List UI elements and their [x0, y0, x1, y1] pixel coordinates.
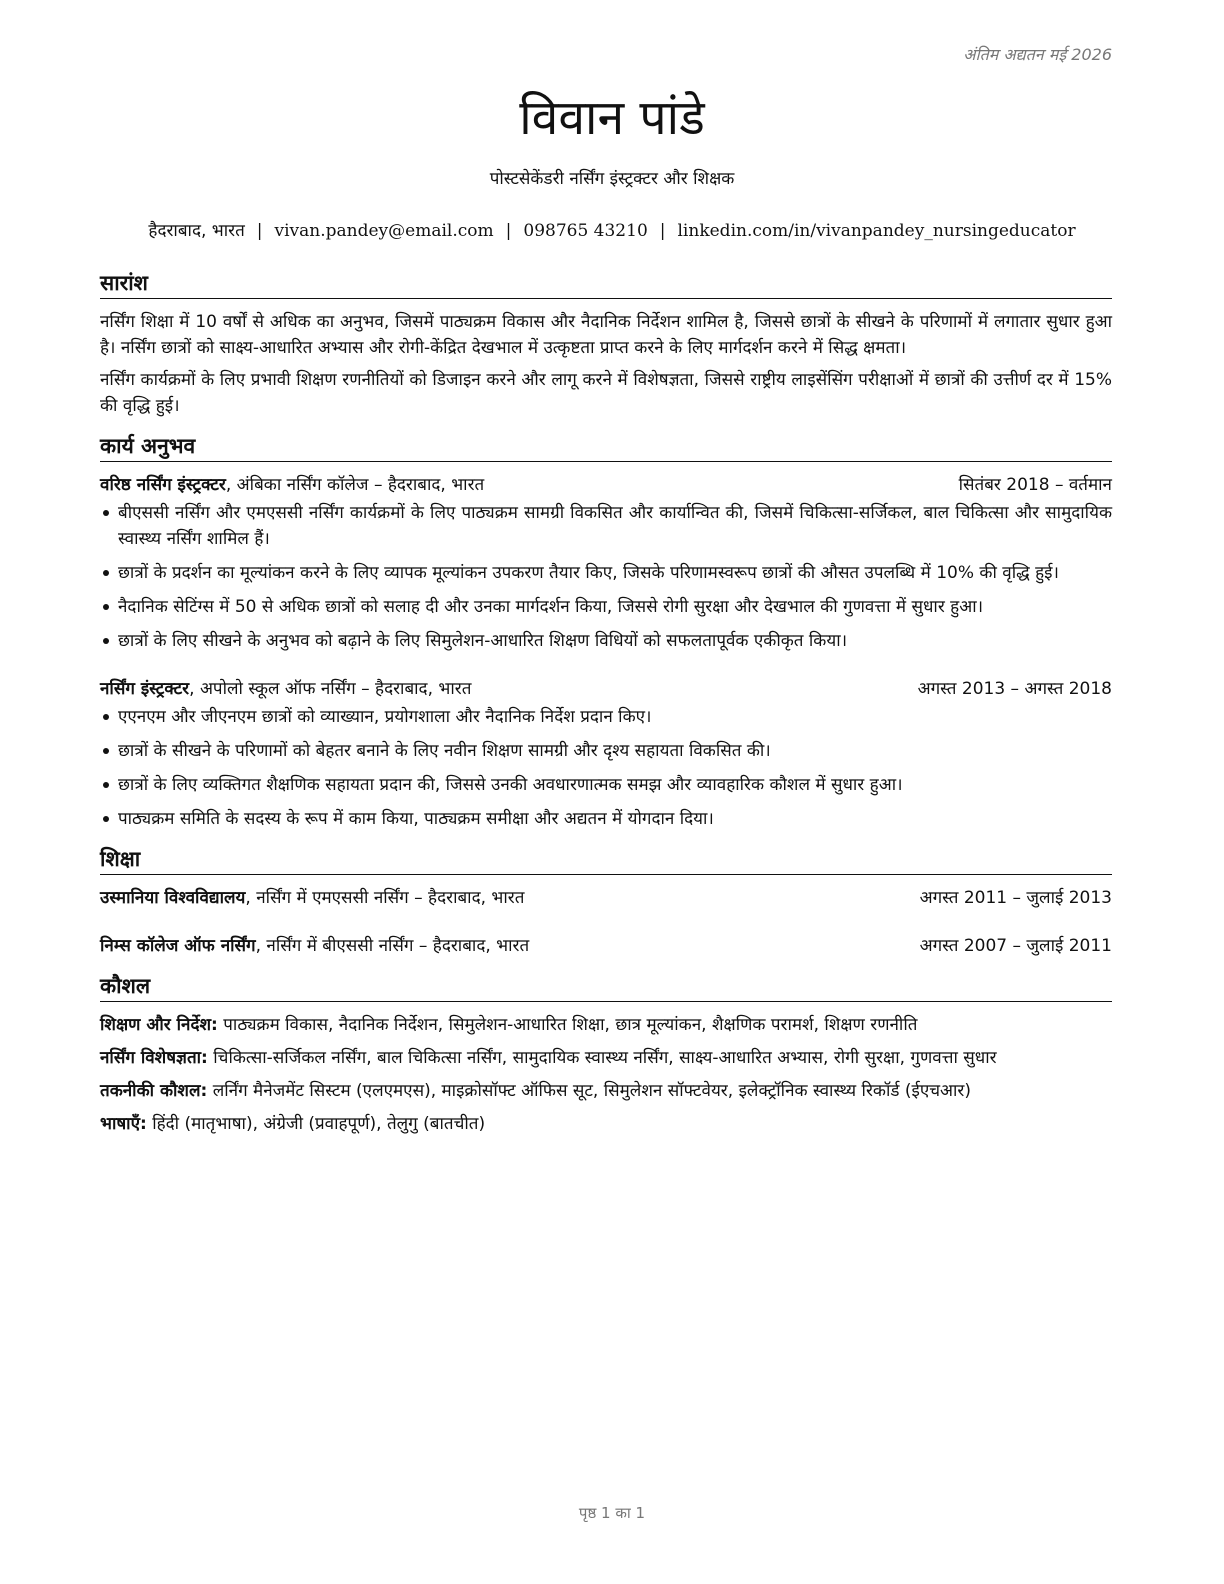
contact-separator: | — [505, 221, 512, 241]
skill-row — [100, 1012, 1112, 1038]
job-dates: अगस्त 2013 – अगस्त 2018 — [917, 679, 1112, 699]
resume-body — [100, 268, 1112, 1149]
skill-label: तकनीकी कौशल: — [100, 1081, 208, 1101]
last-updated-note: अंतिम अद्यतन मई 2026 — [963, 45, 1112, 64]
job-role: नर्सिंग इंस्ट्रक्टर — [100, 679, 190, 699]
bullet-item: छात्रों के सीखने के परिणामों को बेहतर बनाने के लिए नवीन शिक्षण सामग्री और दृश्य सहायता विकसित की। — [100, 738, 1112, 764]
contact-phone[interactable]: 098765 43210 — [523, 221, 648, 241]
skill-row — [100, 1045, 1112, 1071]
summary-section — [100, 268, 1112, 419]
skill-value: चिकित्सा-सर्जिकल नर्सिंग, बाल चिकित्सा नर्सिंग, सामुदायिक स्वास्थ्य नर्सिंग, साक्ष्य-आधारित अभ्यास, रोगी सुरक्षा, गुणवत्ता सुधार — [207, 1048, 997, 1068]
education-degree: , नर्सिंग में एमएससी नर्सिंग – हैदराबाद, भारत — [245, 888, 525, 908]
skill-row — [100, 1078, 1112, 1104]
job-header — [100, 676, 1112, 702]
job-entry — [100, 472, 1112, 654]
job-bullets — [100, 500, 1112, 654]
contact-location: हैदराबाद, भारत — [148, 221, 245, 241]
education-institution-detail — [100, 885, 524, 911]
bullet-item: नैदानिक सेटिंग्स में 50 से अधिक छात्रों को सलाह दी और उनका मार्गदर्शन किया, जिससे रोगी सुरक्षा और देखभाल की गुणवत्ता में सुधार हुआ। — [100, 594, 1112, 620]
summary-paragraph: नर्सिंग कार्यक्रमों के लिए प्रभावी शिक्षण रणनीतियों को डिजाइन करने और लागू करने में विशेषज्ञता, जिससे राष्ट्रीय लाइसेंसिंग परीक्षाओं में छात्रों की उत्तीर्ण दर में 15% की वृद्धि हुई। — [100, 370, 1112, 416]
skill-value: हिंदी (मातृभाषा), अंग्रेजी (प्रवाहपूर्ण), तेलुगु (बातचीत) — [146, 1114, 486, 1134]
bullet-item: छात्रों के लिए सीखने के अनुभव को बढ़ाने के लिए सिमुलेशन-आधारित शिक्षण विधियों को सफलतापूर्वक एकीकृत किया। — [100, 628, 1112, 654]
job-dates: सितंबर 2018 – वर्तमान — [958, 475, 1112, 495]
contact-separator: | — [659, 221, 666, 241]
education-institution: निम्स कॉलेज ऑफ नर्सिंग — [100, 936, 256, 956]
contact-email[interactable]: vivan.pandey@email.com — [274, 221, 494, 241]
education-entry — [100, 933, 1112, 959]
skill-value: लर्निंग मैनेजमेंट सिस्टम (एलएमएस), माइक्रोसॉफ्ट ऑफिस सूट, सिमुलेशन सॉफ्टवेयर, इलेक्ट्रॉनिक स्वास्थ्य रिकॉर्ड (ईएचआर) — [207, 1081, 971, 1101]
skill-label: नर्सिंग विशेषज्ञता: — [100, 1048, 208, 1068]
contact-separator: | — [256, 221, 263, 241]
education-institution-detail — [100, 933, 529, 959]
job-title: पोस्टसेकेंडरी नर्सिंग इंस्ट्रक्टर और शिक्षक — [489, 169, 735, 189]
job-header — [100, 472, 1112, 498]
contact-line — [0, 218, 1224, 244]
education-degree: , नर्सिंग में बीएससी नर्सिंग – हैदराबाद, भारत — [255, 936, 530, 956]
job-entry — [100, 676, 1112, 832]
skill-row — [100, 1111, 1112, 1137]
section-heading: कौशल — [100, 971, 1112, 1002]
job-bullets — [100, 704, 1112, 832]
education-institution: उस्मानिया विश्वविद्यालय — [100, 888, 246, 908]
education-dates: अगस्त 2011 – जुलाई 2013 — [919, 888, 1112, 908]
skill-label: शिक्षण और निर्देश: — [100, 1015, 218, 1035]
bullet-item: एएनएम और जीएनएम छात्रों को व्याख्यान, प्रयोगशाला और नैदानिक निर्देश प्रदान किए। — [100, 704, 1112, 730]
job-role: वरिष्ठ नर्सिंग इंस्ट्रक्टर — [100, 475, 226, 495]
summary-paragraph: नर्सिंग शिक्षा में 10 वर्षों से अधिक का अनुभव, जिसमें पाठ्यक्रम विकास और नैदानिक निर्देशन शामिल है, जिससे छात्रों के सीखने के परिणामों में लगातार सुधार हुआ है। नर्सिंग छात्रों को साक्ष्य-आधारित अभ्यास और रोगी-केंद्रित देखभाल में उत्कृष्टता प्राप्त करने के लिए मार्गदर्शन करने में सिद्ध क्षमता। — [100, 312, 1112, 358]
experience-section — [100, 431, 1112, 832]
bullet-item: छात्रों के प्रदर्शन का मूल्यांकन करने के लिए व्यापक मूल्यांकन उपकरण तैयार किए, जिसके परिणामस्वरूप छात्रों की औसत उपलब्धि में 10% की वृद्धि हुई। — [100, 560, 1112, 586]
bullet-item: पाठ्यक्रम समिति के सदस्य के रूप में काम किया, पाठ्यक्रम समीक्षा और अद्यतन में योगदान दिया। — [100, 806, 1112, 832]
job-organization: , अपोलो स्कूल ऑफ नर्सिंग – हैदराबाद, भारत — [189, 679, 472, 699]
page-number: पृष्ठ 1 का 1 — [578, 1504, 646, 1522]
education-dates: अगस्त 2007 – जुलाई 2011 — [919, 936, 1112, 956]
bullet-item: बीएससी नर्सिंग और एमएससी नर्सिंग कार्यक्रमों के लिए पाठ्यक्रम सामग्री विकसित और कार्यान्वित की, जिसमें चिकित्सा-सर्जिकल, बाल चिकित्सा और सामुदायिक स्वास्थ्य नर्सिंग शामिल हैं। — [100, 500, 1112, 552]
skill-label: भाषाएँ: — [100, 1114, 147, 1134]
job-title-org — [100, 676, 471, 702]
skills-section — [100, 971, 1112, 1137]
skill-value: पाठ्यक्रम विकास, नैदानिक निर्देशन, सिमुलेशन-आधारित शिक्षा, छात्र मूल्यांकन, शैक्षणिक परामर्श, शिक्षण रणनीति — [217, 1015, 918, 1035]
job-organization: , अंबिका नर्सिंग कॉलेज – हैदराबाद, भारत — [225, 475, 485, 495]
contact-linkedin[interactable]: linkedin.com/in/vivanpandey_nursingeducator — [677, 221, 1076, 241]
bullet-item: छात्रों के लिए व्यक्तिगत शैक्षणिक सहायता प्रदान की, जिससे उनकी अवधारणात्मक समझ और व्यावहारिक कौशल में सुधार हुआ। — [100, 772, 1112, 798]
education-section — [100, 844, 1112, 959]
education-entry — [100, 885, 1112, 911]
candidate-name: विवान पांडे — [519, 90, 705, 146]
section-heading: सारांश — [100, 268, 1112, 299]
section-heading: कार्य अनुभव — [100, 431, 1112, 462]
section-heading: शिक्षा — [100, 844, 1112, 875]
job-title-org — [100, 472, 484, 498]
